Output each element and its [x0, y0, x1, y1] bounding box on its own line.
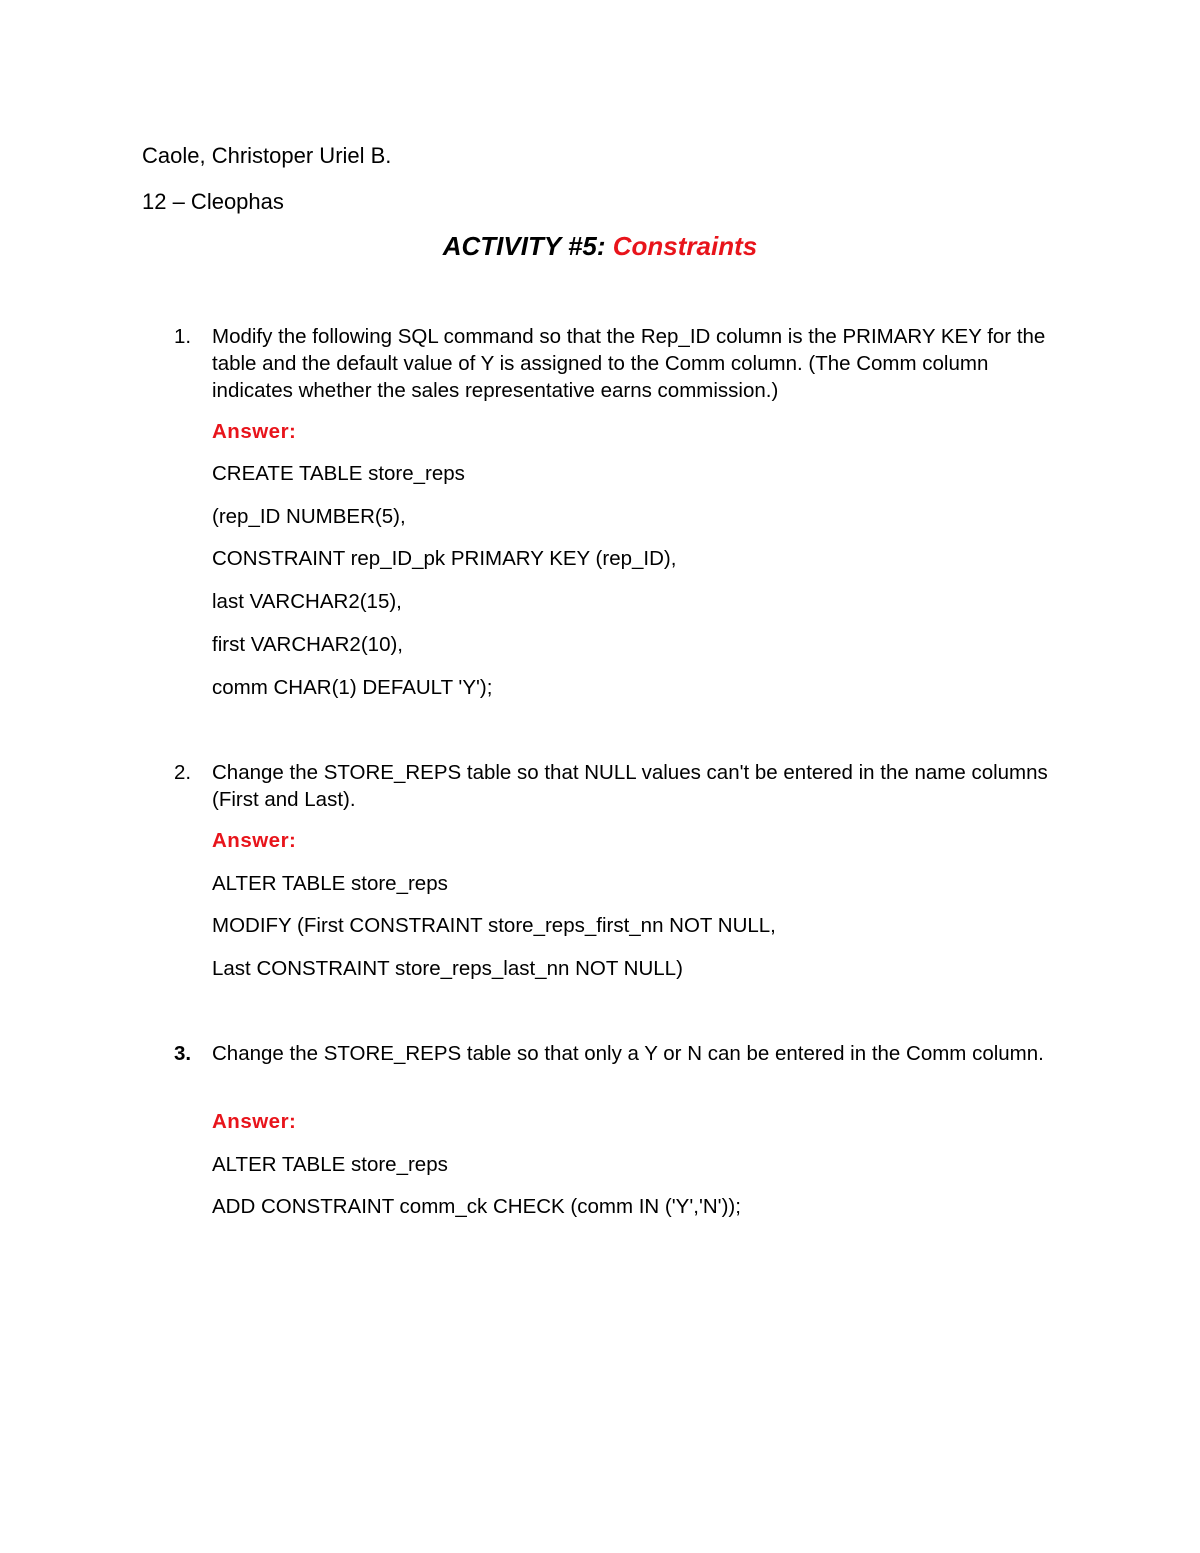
question-2-answer-line: Last CONSTRAINT store_reps_last_nn NOT NULL) — [212, 957, 683, 980]
question-1-text: Modify the following SQL command so that the Rep_ID column is the PRIMARY KEY for the table and the default value of Y is assigned to the Comm column. (The Comm column indicates whether the sales representative earns commission.) — [212, 325, 1046, 402]
question-3-text: Change the STORE_REPS table so that only a Y or N can be entered in the Comm column. — [212, 1042, 1044, 1065]
question-2-answer-line: ALTER TABLE store_reps — [212, 872, 448, 895]
question-3-answer-label: Answer: — [212, 1110, 297, 1133]
question-3-number: 3. — [174, 1042, 192, 1065]
question-1-answer-line: (rep_ID NUMBER(5), — [212, 505, 406, 528]
question-2-answer-label: Answer: — [212, 829, 297, 852]
question-3-answer-line: ALTER TABLE store_reps — [212, 1153, 448, 1176]
question-1-answer-label: Answer: — [212, 420, 297, 443]
activity-title — [0, 231, 1200, 262]
question-1-number: 1. — [174, 325, 192, 348]
question-2-answer-line: MODIFY (First CONSTRAINT store_reps_first_nn NOT NULL, — [212, 914, 776, 937]
question-1-answer-line: first VARCHAR2(10), — [212, 633, 403, 656]
question-2-number: 2. — [174, 761, 192, 784]
student-name: Caole, Christoper Uriel B. — [142, 143, 392, 168]
question-2-text: Change the STORE_REPS table so that NULL values can't be entered in the name columns (First and Last). — [212, 761, 1048, 811]
student-section: 12 – Cleophas — [142, 189, 284, 214]
question-1-answer-line: CONSTRAINT rep_ID_pk PRIMARY KEY (rep_ID), — [212, 547, 677, 570]
question-1-answer-line: last VARCHAR2(15), — [212, 590, 402, 613]
question-3-answer-line: ADD CONSTRAINT comm_ck CHECK (comm IN ('Y','N')); — [212, 1195, 741, 1218]
activity-title-prefix: ACTIVITY #5: — [442, 231, 613, 261]
activity-title-topic: Constraints — [612, 231, 758, 261]
question-1-answer-line: CREATE TABLE store_reps — [212, 462, 465, 485]
question-1-answer-line: comm CHAR(1) DEFAULT 'Y'); — [212, 676, 493, 699]
